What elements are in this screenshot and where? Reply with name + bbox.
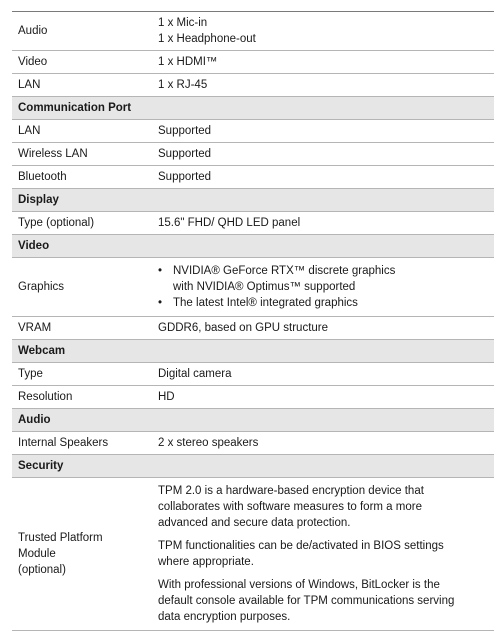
spec-label: Graphics <box>12 258 152 317</box>
spec-row <box>12 212 494 235</box>
paragraph-line: With professional versions of Windows, BitLocker is the <box>158 579 440 591</box>
spec-label: Bluetooth <box>12 166 152 189</box>
spec-value-line: Supported <box>158 171 212 183</box>
section-header-video <box>12 235 494 258</box>
spec-value-line: 1 x HDMI™ <box>158 56 218 68</box>
spec-label-line: Trusted Platform <box>18 532 103 544</box>
description-paragraph <box>158 577 488 625</box>
section-header-display <box>12 189 494 212</box>
spec-value <box>152 386 494 409</box>
spec-value <box>152 120 494 143</box>
spec-value <box>152 74 494 97</box>
spec-value <box>152 258 494 317</box>
spec-label: Audio <box>12 12 152 51</box>
spec-row <box>12 74 494 97</box>
paragraph-line: data encryption purposes. <box>158 611 291 623</box>
section-header-security <box>12 455 494 478</box>
spec-label: Type (optional) <box>12 212 152 235</box>
section-header-webcam <box>12 340 494 363</box>
section-header-audio <box>12 409 494 432</box>
spec-label-line: Module <box>18 548 56 560</box>
section-title: Webcam <box>12 340 494 363</box>
spec-row <box>12 12 494 51</box>
section-header-communication-port <box>12 97 494 120</box>
spec-table-body <box>12 12 494 631</box>
paragraph-line: TPM 2.0 is a hardware-based encryption device that <box>158 485 424 497</box>
spec-row <box>12 51 494 74</box>
spec-label: Wireless LAN <box>12 143 152 166</box>
spec-label: Resolution <box>12 386 152 409</box>
description-paragraph <box>158 538 488 570</box>
spec-label: Type <box>12 363 152 386</box>
spec-value <box>152 12 494 51</box>
section-title: Display <box>12 189 494 212</box>
spec-value <box>152 317 494 340</box>
spec-value <box>152 212 494 235</box>
spec-value-line: Supported <box>158 148 212 160</box>
paragraph-line: where appropriate. <box>158 556 254 568</box>
paragraph-line: default console available for TPM communications serving <box>158 595 455 607</box>
spec-value-line: Supported <box>158 125 212 137</box>
paragraph-line: advanced and secure data protection. <box>158 517 351 529</box>
spec-label: Internal Speakers <box>12 432 152 455</box>
spec-value-line: 2 x stereo speakers <box>158 437 259 449</box>
spec-row <box>12 166 494 189</box>
spec-value <box>152 363 494 386</box>
bullet-item-line: with NVIDIA® Optimus™ supported <box>173 281 356 293</box>
paragraph-line: collaborates with software measures to form a more <box>158 501 422 513</box>
spec-label-line: (optional) <box>18 564 66 576</box>
spec-value-line: GDDR6, based on GPU structure <box>158 322 329 334</box>
bullet-item-line: • The latest Intel® integrated graphics <box>158 295 488 311</box>
spec-value <box>152 143 494 166</box>
spec-row <box>12 432 494 455</box>
section-title: Security <box>12 455 494 478</box>
spec-table <box>12 11 494 631</box>
spec-value <box>152 51 494 74</box>
spec-label: LAN <box>12 74 152 97</box>
section-title: Audio <box>12 409 494 432</box>
spec-value <box>152 166 494 189</box>
spec-value-line: 1 x Headphone-out <box>158 33 256 45</box>
spec-row <box>12 386 494 409</box>
spec-row <box>12 258 494 317</box>
spec-value-line: Digital camera <box>158 368 232 380</box>
section-title: Video <box>12 235 494 258</box>
spec-row <box>12 143 494 166</box>
section-title: Communication Port <box>12 97 494 120</box>
spec-row <box>12 317 494 340</box>
spec-label: LAN <box>12 120 152 143</box>
spec-label: Video <box>12 51 152 74</box>
spec-value-line: 1 x Mic-in <box>158 17 208 29</box>
spec-label: VRAM <box>12 317 152 340</box>
description-paragraph <box>158 483 488 531</box>
spec-value-line: 1 x RJ-45 <box>158 79 208 91</box>
spec-value <box>152 432 494 455</box>
paragraph-line: TPM functionalities can be de/activated in BIOS settings <box>158 540 444 552</box>
spec-value-line: HD <box>158 391 175 403</box>
spec-value-line: 15.6" FHD/ QHD LED panel <box>158 217 301 229</box>
spec-row <box>12 363 494 386</box>
spec-row <box>12 120 494 143</box>
bullet-item-line: • NVIDIA® GeForce RTX™ discrete graphics <box>158 263 488 279</box>
